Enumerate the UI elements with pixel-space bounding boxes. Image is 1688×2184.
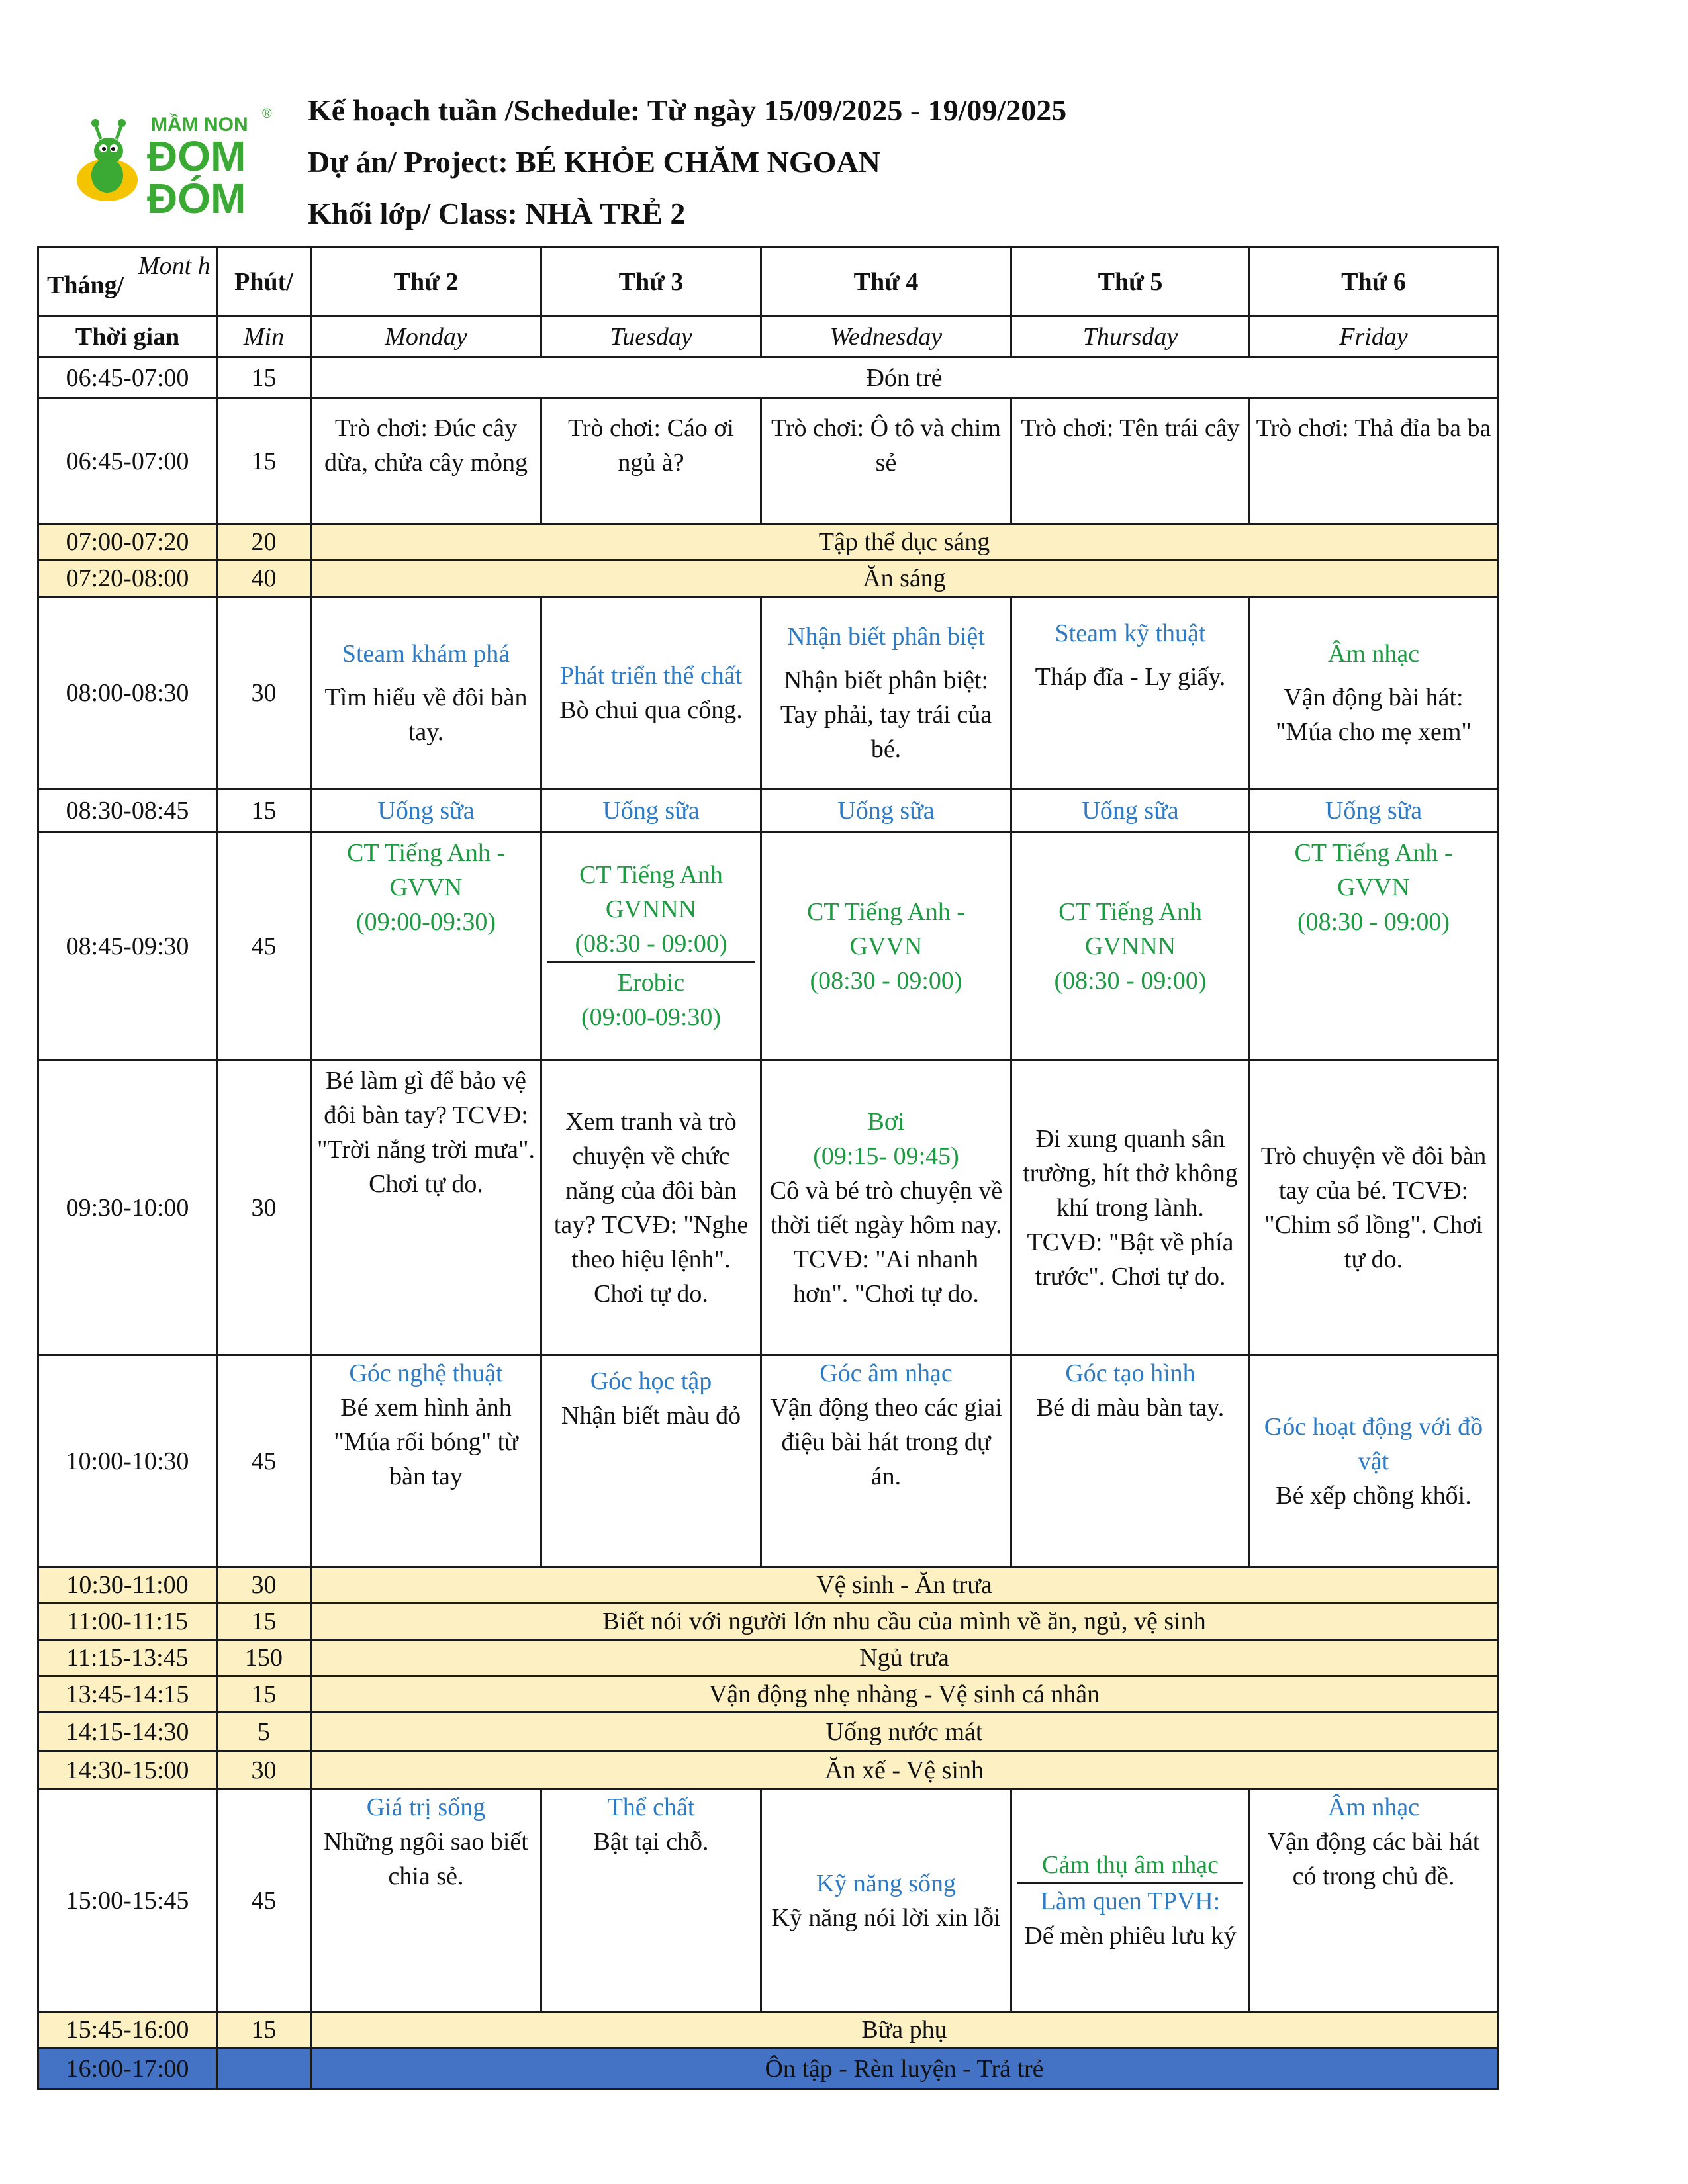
day-en-mon: Monday [311, 316, 541, 357]
time-cell: 10:30-11:00 [38, 1567, 217, 1604]
activity-title: Thể chất [607, 1794, 695, 1821]
activity-cell: Vệ sinh - Ăn trưa [311, 1567, 1498, 1604]
day-header-mon: Thứ 2 [311, 248, 541, 316]
activity-line: (08:30 - 09:00) [1297, 908, 1450, 936]
minute-cell: 45 [217, 1790, 311, 2012]
day-header-wed: Thứ 4 [761, 248, 1011, 316]
table-row [38, 1567, 1498, 1604]
activity-cell [1011, 1355, 1250, 1567]
activity-title: Góc nghệ thuật [349, 1359, 503, 1387]
time-cell: 08:00-08:30 [38, 597, 217, 789]
activity-cell: Trò chơi: Đúc cây dừa, chửa cây mỏng [311, 398, 541, 524]
time-cell: 11:15-13:45 [38, 1640, 217, 1676]
activity-title: Phát triển thể chất [559, 661, 743, 690]
time-cell: 08:45-09:30 [38, 833, 217, 1060]
activity-title: Góc tạo hình [1065, 1359, 1196, 1387]
time-cell: 09:30-10:00 [38, 1060, 217, 1355]
time-cell: 15:00-15:45 [38, 1790, 217, 2012]
activity-cell [1011, 833, 1250, 1060]
time-header: Thời gian [38, 316, 217, 357]
page-header [308, 85, 1066, 240]
dom-dom-logo [66, 99, 278, 225]
activity-cell: Bé làm gì để bảo vệ đôi bàn tay? TCVĐ: "Trời nắng trời mưa". Chơi tự do. [311, 1060, 541, 1355]
activity-cell: Uống sữa [541, 789, 761, 833]
activity-cell [541, 1790, 761, 2012]
activity-cell [541, 833, 761, 1060]
activity-cell: Uống sữa [1011, 789, 1250, 833]
activity-title: Góc hoạt động với đồ vật [1264, 1412, 1483, 1475]
activity-cell [1011, 1790, 1250, 2012]
logo-line2: ĐOM [147, 132, 246, 180]
time-cell: 10:00-10:30 [38, 1355, 217, 1567]
activity-cell: Trò chơi: Thả đỉa ba ba [1250, 398, 1498, 524]
time-cell: 13:45-14:15 [38, 1676, 217, 1713]
activity-line: (09:00-09:30) [581, 1003, 722, 1031]
minute-cell: 30 [217, 597, 311, 789]
minute-cell [217, 2048, 311, 2089]
day-header-thu: Thứ 5 [1011, 248, 1250, 316]
activity-cell: Biết nói với người lớn nhu cầu của mình về ăn, ngủ, vệ sinh [311, 1604, 1498, 1640]
table-row [38, 561, 1498, 597]
activity-time: (09:15- 09:45) [813, 1142, 959, 1170]
activity-cell: Trò chơi: Ô tô và chim sẻ [761, 398, 1011, 524]
day-header-fri: Thứ 6 [1250, 248, 1498, 316]
activity-body: Những ngôi sao biết chia sẻ. [324, 1828, 528, 1890]
activity-cell: Uống nước mát [311, 1713, 1498, 1751]
logo-line3: ĐÓM [147, 175, 246, 222]
table-row [38, 1060, 1498, 1355]
activity-cell: Tập thể dục sáng [311, 524, 1498, 561]
activity-body: Vận động các bài hát có trong chủ đề. [1267, 1828, 1480, 1890]
table-row [38, 1676, 1498, 1713]
activity-title: Cảm thụ âm nhạc [1042, 1851, 1219, 1879]
activity-title: Bơi [867, 1107, 905, 1136]
activity-line: CT Tiếng Anh [579, 861, 723, 889]
activity-cell [1250, 1355, 1498, 1567]
activity-body: Vận động bài hát: "Múa cho mẹ xem" [1276, 683, 1472, 746]
activity-cell [1250, 833, 1498, 1060]
table-row [38, 833, 1498, 1060]
activity-cell [541, 597, 761, 789]
minute-cell: 20 [217, 524, 311, 561]
activity-line: GVVN [1337, 874, 1410, 901]
activity-cell [1011, 597, 1250, 789]
minute-cell: 15 [217, 1604, 311, 1640]
day-en-tue: Tuesday [541, 316, 761, 357]
activity-line: GVVN [389, 874, 463, 901]
time-cell: 06:45-07:00 [38, 398, 217, 524]
table-row [38, 597, 1498, 789]
minute-cell: 45 [217, 833, 311, 1060]
time-cell: 06:45-07:00 [38, 357, 217, 398]
activity-title: Âm nhạc [1327, 639, 1420, 668]
activity-line: CT Tiếng Anh - [1294, 839, 1453, 867]
activity-cell: Trò chơi: Tên trái cây [1011, 398, 1250, 524]
table-subheader-row [38, 316, 1498, 357]
activity-title: Âm nhạc [1327, 1794, 1420, 1821]
table-row [38, 789, 1498, 833]
table-row [38, 2048, 1498, 2089]
activity-line: GVVN [849, 932, 923, 960]
activity-body: Nhận biết phân biệt: Tay phải, tay trái của bé. [780, 666, 992, 763]
activity-line: (08:30 - 09:00) [575, 930, 727, 958]
minute-cell: 15 [217, 2012, 311, 2048]
time-cell: 11:00-11:15 [38, 1604, 217, 1640]
table-row [38, 2012, 1498, 2048]
table-row [38, 1751, 1498, 1790]
activity-cell: Xem tranh và trò chuyện về chức năng của đôi bàn tay? TCVĐ: "Nghe theo hiệu lệnh". Chơi tự do. [541, 1060, 761, 1355]
day-en-fri: Friday [1250, 316, 1498, 357]
minute-cell: 15 [217, 1676, 311, 1713]
day-en-wed: Wednesday [761, 316, 1011, 357]
activity-line: (08:30 - 09:00) [810, 966, 962, 995]
time-cell: 07:20-08:00 [38, 561, 217, 597]
minute-cell: 30 [217, 1751, 311, 1790]
activity-line: GVNNN [1084, 932, 1176, 960]
minute-cell: 30 [217, 1060, 311, 1355]
table-row [38, 1640, 1498, 1676]
activity-title: Góc âm nhạc [820, 1359, 953, 1387]
activity-cell: Uống sữa [1250, 789, 1498, 833]
activity-cell: Trò chơi: Cáo ơi ngủ à? [541, 398, 761, 524]
activity-body: Nhận biết màu đỏ [561, 1402, 741, 1430]
time-cell: 15:45-16:00 [38, 2012, 217, 2048]
activity-title: Giá trị sống [366, 1794, 486, 1821]
table-row [38, 524, 1498, 561]
minute-cell: 150 [217, 1640, 311, 1676]
activity-cell [761, 1790, 1011, 2012]
activity-cell [311, 1355, 541, 1567]
activity-body: Bật tại chỗ. [593, 1828, 709, 1856]
activity-body: Tháp đĩa - Ly giấy. [1035, 663, 1226, 691]
activity-body: Bé xếp chồng khối. [1276, 1481, 1472, 1510]
minute-header-en: Min [217, 316, 311, 357]
activity-title: Làm quen TPVH: [1040, 1888, 1221, 1915]
activity-cell: Đón trẻ [311, 357, 1498, 398]
time-cell: 16:00-17:00 [38, 2048, 217, 2089]
day-header-tue: Thứ 3 [541, 248, 761, 316]
activity-title: Kỹ năng sống [816, 1869, 957, 1897]
project-title: Dự án/ Project: BÉ KHỎE CHĂM NGOAN [308, 145, 880, 179]
activity-line: CT Tiếng Anh - [807, 897, 965, 926]
time-cell: 14:30-15:00 [38, 1751, 217, 1790]
table-row [38, 1713, 1498, 1751]
activity-line: (09:00-09:30) [355, 908, 496, 936]
time-cell: 07:00-07:20 [38, 524, 217, 561]
activity-line: Erobic [617, 969, 685, 997]
minute-cell: 15 [217, 398, 311, 524]
activity-cell [541, 1355, 761, 1567]
minute-cell: 40 [217, 561, 311, 597]
activity-cell: Ăn sáng [311, 561, 1498, 597]
activity-cell [761, 833, 1011, 1060]
table-row [38, 1355, 1498, 1567]
activity-cell [311, 1790, 541, 2012]
activity-body: Tìm hiểu về đôi bàn tay. [324, 683, 528, 746]
logo-mark: ® [262, 107, 272, 121]
activity-line: (08:30 - 09:00) [1054, 966, 1207, 995]
table-row [38, 357, 1498, 398]
minute-cell: 5 [217, 1713, 311, 1751]
activity-body: Cô và bé trò chuyện về thời tiết ngày hôm nay. TCVĐ: "Ai nhanh hơn". "Chơi tự do. [769, 1176, 1003, 1308]
time-cell: 14:15-14:30 [38, 1713, 217, 1751]
activity-cell: Ôn tập - Rèn luyện - Trả trẻ [311, 2048, 1498, 2089]
activity-cell [761, 1060, 1011, 1355]
activity-body: Dế mèn phiêu lưu ký [1024, 1922, 1237, 1950]
activity-title: Góc học tập [590, 1367, 712, 1395]
activity-cell [1250, 1790, 1498, 2012]
month-label: Tháng/ [47, 271, 124, 299]
minute-cell: 15 [217, 789, 311, 833]
activity-title: Steam kỹ thuật [1055, 619, 1206, 647]
activity-line: GVNNN [605, 895, 697, 923]
time-cell: 08:30-08:45 [38, 789, 217, 833]
schedule-table [37, 246, 1499, 2090]
class-title: Khối lớp/ Class: NHÀ TRẺ 2 [308, 197, 686, 230]
activity-cell [311, 597, 541, 789]
activity-cell: Bữa phụ [311, 2012, 1498, 2048]
table-row [38, 1604, 1498, 1640]
activity-cell: Đi xung quanh sân trường, hít thở không khí trong lành. TCVĐ: "Bật về phía trước". Chơi tự do. [1011, 1060, 1250, 1355]
minute-header: Phút/ [217, 248, 311, 316]
schedule-title: Kế hoạch tuần /Schedule: Từ ngày 15/09/2025 - 19/09/2025 [308, 93, 1067, 127]
day-en-thu: Thursday [1011, 316, 1250, 357]
activity-body: Kỹ năng nói lời xin lỗi [771, 1903, 1001, 1932]
activity-body: Bé xem hình ảnh "Múa rối bóng" từ bàn tay [334, 1394, 518, 1490]
activity-cell: Uống sữa [761, 789, 1011, 833]
minute-cell: 30 [217, 1567, 311, 1604]
activity-cell [761, 597, 1011, 789]
activity-line: CT Tiếng Anh - [347, 839, 505, 867]
activity-cell [761, 1355, 1011, 1567]
activity-line: CT Tiếng Anh [1058, 897, 1202, 926]
logo-line1: MẦM NON [151, 114, 248, 136]
activity-cell: Uống sữa [311, 789, 541, 833]
month-header [38, 248, 217, 316]
table-row [38, 398, 1498, 524]
activity-body: Vận động theo các giai điệu bài hát trong dự án. [770, 1394, 1002, 1490]
activity-title: Nhận biết phân biệt [787, 622, 985, 651]
activity-cell: Ăn xế - Vệ sinh [311, 1751, 1498, 1790]
activity-title: Steam khám phá [342, 639, 510, 668]
activity-body: Bé di màu bàn tay. [1036, 1394, 1225, 1422]
minute-cell: 45 [217, 1355, 311, 1567]
activity-cell: Vận động nhẹ nhàng - Vệ sinh cá nhân [311, 1676, 1498, 1713]
activity-cell [311, 833, 541, 1060]
activity-body: Bò chui qua cổng. [559, 696, 743, 724]
month-label-en: Mont h [138, 252, 211, 280]
activity-cell: Trò chuyện về đôi bàn tay của bé. TCVĐ: "Chim sổ lồng". Chơi tự do. [1250, 1060, 1498, 1355]
activity-cell [1250, 597, 1498, 789]
minute-cell: 15 [217, 357, 311, 398]
table-row [38, 1790, 1498, 2012]
table-header-row [38, 248, 1498, 316]
activity-cell: Ngủ trưa [311, 1640, 1498, 1676]
